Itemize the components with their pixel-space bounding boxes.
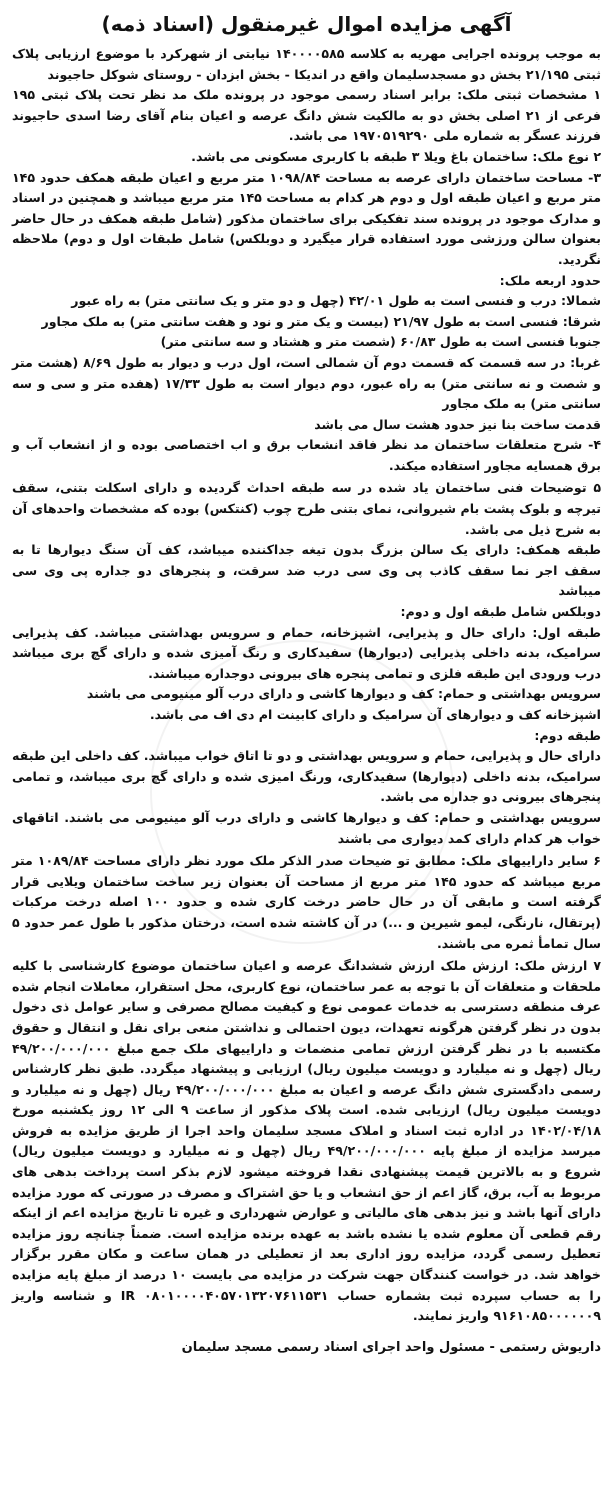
second-floor: دارای حال و پذیرایی، حمام و سرویس بهداشتی و دو تا اتاق خواب میباشد. کف داخلی این طبقه سرامیک، بدنه داخلی (دیوارها) سفیدکاری، ورنگ امیزی شده و دارای گچ بری میباشد، و تمامی پنجرهای بیرونی دو جداره می باشد. [12,748,601,805]
section-5-technical: ۵ توضیحات فنی ساختمان یاد شده در سه طبقه احداث گردیده و دارای اسکلت بتنی، سقف تیرچه و بلوک پشت بام شیروانی، نمای بتنی طرح چوب (کنتکس) بوده که مشخصات واحدهای آن به شرح ذیل می باشد. [12,480,601,537]
section-3-area: ۳- مساحت ساختمان دارای عرصه به مساحت ۱۰۹۸/۸۴ متر مربع و اعیان طبقه همکف حدود ۱۴۵ متر مربع و اعیان طبقه اول و دوم هر کدام به مساحت ۱۴۵ متر مربع میباشد و همچنین در اسناد و مدارک موجود در پرونده سند تفکیکی برای ساختمان مذکور (شامل طبقه همکف در حال حاضر بعنوان سالن ورزشی مورد استفاده قرار میگیرد و دوبلکس) شامل طبقات اول و دوم) ملاحظه نگردید. [12,169,601,267]
ground-floor: طبقه همکف: دارای یک سالن بزرگ بدون تیغه جداکننده میباشد، کف آن سنگ دیوارها تا به سقف اجر نما سقف کاذب پی وی سی درب ضد سرقت، و پنجرهای دو جداره پی وی سی میباشد [12,542,601,599]
borders-heading: حدود اربعه ملک: [499,272,601,288]
first-floor: طبقه اول: دارای حال و پذیرایی، اشپزخانه، حمام و سرویس بهداشتی میباشد. کف پذیرایی سرامیک، بدنه داخلی پذیرایی (دیوارها) سفیدکاری و رنگ آمیزی شده و دارای گچ بری میباشد درب ورودی این طبقه فلزی و تمامی پنجره های بیرونی دوجداره میباشند. [12,624,601,681]
border-east: شرقا: فنسی است به طول ۲۱/۹۷ (بیست و یک متر و نود و هفت سانتی متر) به ملک مجاور [41,313,601,329]
building-age: قدمت ساخت بنا نیز حدود هشت سال می باشد [314,416,601,432]
first-floor-bathroom: سرویس بهداشتی و حمام: کف و دیوارها کاشی و دارای درب آلو مینیومی می باشند [86,686,601,702]
section-2-property-type: ۲ نوع ملک: ساختمان باغ ویلا ۳ طبقه با کاربری مسکونی می باشد. [191,148,601,164]
border-north: شمالا: درب و فنسی است به طول ۴۲/۰۱ (چهل و دو متر و یک سانتی متر) به راه عبور [71,293,601,309]
notice-title: آگهی مزایده اموال غیرمنقول (اسناد ذمه) [101,12,512,36]
section-4-utilities: ۴- شرح متعلقات ساختمان مد نظر فاقد انشعاب برق و اب اختصاصی بوده و از انشعاب آب و برق همسایه مجاور استفاده میکند. [12,437,601,473]
border-west: غربا: در سه قسمت که قسمت دوم آن شمالی است، اول درب و دیوار به طول ۸/۶۹ (هشت متر و شصت و نه سانتی متر) به راه عبور، دوم دیوار است به طول ۱۷/۳۳ (هفده متر و سی و سه سانتی متر) به ملک مجاور [12,354,601,412]
section-6-other-assets: ۶ سایر داراییهای ملک: مطابق تو ضیحات صدر الذکر ملک مورد نظر دارای مساحت ۱۰۸۹/۸۴ متر مربع میباشد که حدود ۱۴۵ متر مربع از مساحت آن بعنوان زیر ساخت ساختمان ویلایی قرار گرفته است و مابقی آن در حال حاضر درخت کاری شده و حدود ۱۰۰ اصله درخت مرکبات (پرتقال، نارنگی، لیمو شیرین و ...) در آن کاشته شده است، درختان مذکور با طول عمر حدود ۵ سال تمامأ ثمره می باشند. [12,853,602,951]
intro-paragraph: به موجب پرونده اجرایی مهریه به کلاسه ۱۴۰۰۰۰۵۸۵ نیابتی از شهرکرد با موضوع ارزیابی پلاک ثبتی ۲۱/۱۹۵ بخش دو مسجدسلیمان واقع در اندیکا - بخش ابزدان - روستای شوکل حاجیوند [12,46,601,82]
first-floor-kitchen: اشپزخانه کف و دیوارهای آن سرامیک و دارای کابینت ام دی اف می باشد. [149,707,601,722]
section-7-value-auction: ۷ ارزش ملک: ارزش ملک ارزش ششدانگ عرصه و اعیان ساختمان موضوع کارشناسی با کلیه ملحقات و متعلقات آن با توجه به عمر ساختمان، نوع کاربری، محل استقرار، معاملات انجام شده عرف منطقه دسترسی به خدمات عمومی نوع و کیفیت مصالح مصرفی و سایر عوامل ذی دخول بدون در نظر گرفتن هرگونه تعهدات، دیون احتمالی و نداشتن منعی برای نقل و انتقال و حقوق مکتسبه با در نظر گرفتن ارزش تمامی منضمات و داراییهای ملک جمع مبلغ ۴۹/۲۰۰/۰۰۰/۰۰۰ ریال (چهل و نه میلیارد و دویست میلیون ریال) ارزیابی و پیشنهاد میگردد. طبق نظر کارشناس رسمی دادگستری شش دانگ عرصه و اعیان به مبلغ ۴۹/۲۰۰/۰۰۰/۰۰۰ ریال (چهل و نه میلیارد و دویست میلیون ریال) ارزیابی شده. است پلاک مذکور از ساعت ۹ الی ۱۲ روز یکشنبه مورخ ۱۴۰۲/۰۴/۱۸ در اداره ثبت اسناد و املاک مسجد سلیمان واحد اجرا از طریق مزایده به فروش میرسد مزایده از مبلغ پایه ۴۹/۲۰۰/۰۰۰/۰۰۰ ریال (چهل و نه میلیارد و دویست میلیون ریال) شروع و به بالاترین قیمت پیشنهادی نقدا فروخته میشود لازم بذکر است پرداخت بدهی های مربوط به آب، برق، گاز اعم از حق انشعاب و یا حق اشتراک و مصرف در صورتی که مورد مزایده دارای آنها باشد و نیز بدهی های مالیاتی و عوارض شهرداری و غیره تا تاریخ مزایده اعم از اینکه رقم قطعی آن معلوم شده یا نشده باشد به عهده برنده مزایده است. ضمناً چنانچه روز مزایده تعطیل رسمی گردد، مزایده روز اداری بعد از تعطیلی در همان ساعت و مکان مقرر برگزار خواهد شد. در خواست کنندگان جهت شرکت در مزایده می بایست ۱۰ درصد از مبلغ پایه مزایده را به حساب سپرده ثبت بشماره حساب IR ۰۸۰۱۰۰۰۰۴۰۵۷۰۱۳۲۰۷۶۱۱۵۳۱ و شناسه واریز ۹۱۶۱۰۸۵۰۰۰۰۰۰۹ واریز نمایند. [12,958,602,1324]
border-south: جنوبا فنسی است به طول ۶۰/۸۳ (شصت متر و هشتاد و سه سانتی متر) [160,334,601,350]
signature-line: داریوش رستمی - مسئول واحد اجرای اسناد رسمی مسجد سلیمان [181,1339,601,1355]
second-floor-bathroom: سرویس بهداشتی و حمام: کف و دیوارها کاشی و دارای درب آلو مینیومی می باشند. اتاقهای خواب هر کدام دارای کمد دیواری می باشند [12,809,601,846]
second-floor-heading: طبقه دوم: [534,727,601,743]
duplex-heading: دوبلکس شامل طبقه اول و دوم: [400,604,601,620]
section-1-registration: ۱ مشخصات ثبتی ملک: برابر اسناد رسمی موجود در پرونده ملک مد نظر تحت پلاک ثبتی ۱۹۵ فرعی از ۲۱ اصلی بخش دو به مالکیت شش دانگ عرصه و اعیان بنام آقای رضا اسدی حاجیوند فرزند عسگر به شماره ملی ۱۹۷۰۵۱۹۲۹۰ می باشد. [12,87,601,144]
